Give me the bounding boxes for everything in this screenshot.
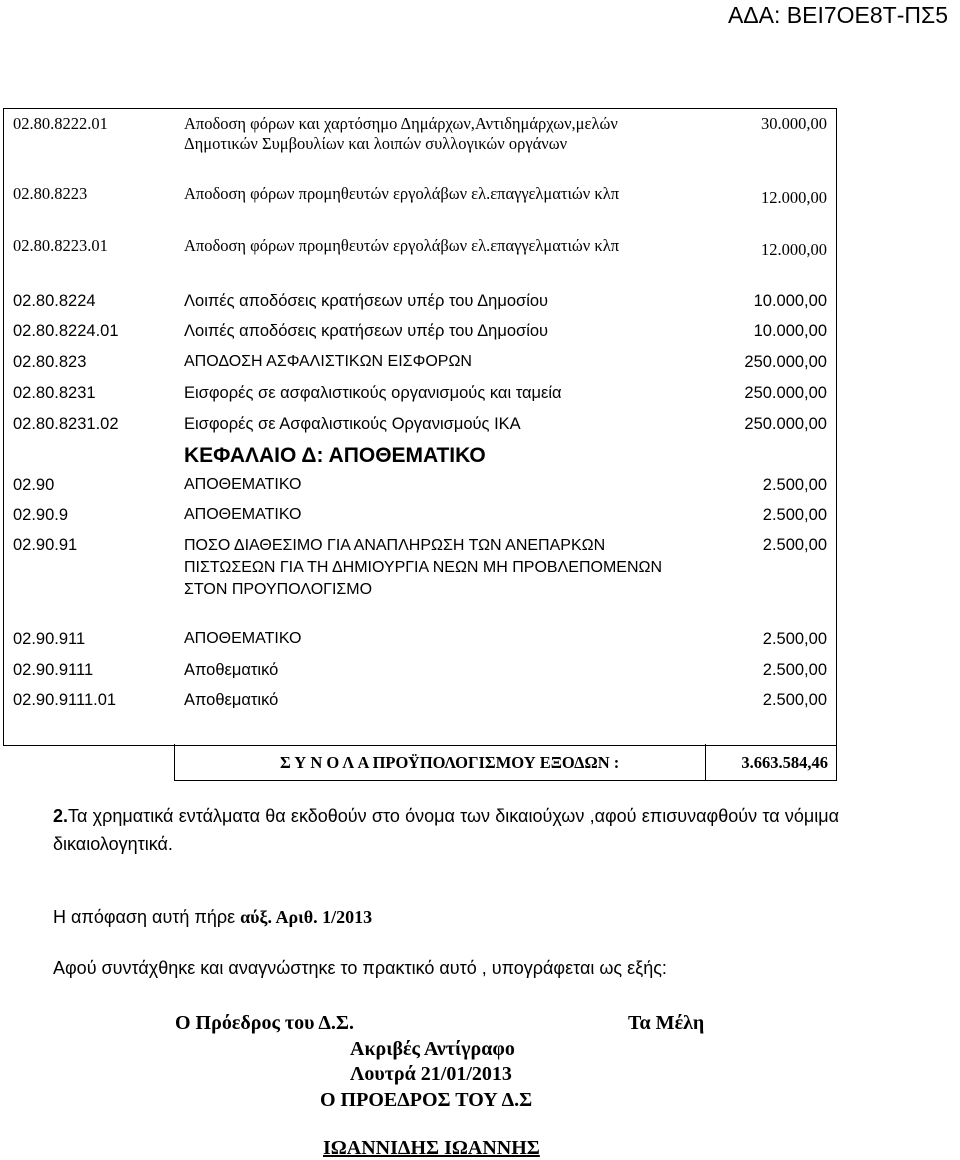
row-code: 02.90.9111 bbox=[13, 661, 94, 679]
row-code: 02.80.8231 bbox=[13, 384, 96, 402]
paragraph-text: Τα χρηματικά εντάλματα θα εκδοθούν στο όνομα των δικαιούχων ,αφού επισυναφθούν τα νόμιμα δικαιολογητικά. bbox=[53, 806, 839, 854]
total-label: Σ Υ Ν Ο Λ Α ΠΡΟΫΠΟΛΟΓΙΣΜΟΥ ΕΞΟΔΩΝ : bbox=[280, 753, 620, 772]
row-amount: 12.000,00 bbox=[761, 188, 827, 207]
row-code: 02.90.9 bbox=[13, 506, 69, 524]
row-description: ΑΠΟΘΕΜΑΤΙΚΟ bbox=[184, 630, 302, 647]
signed-statement: Αφού συντάχθηκε και αναγνώστηκε το πρακτικό αυτό , υπογράφεται ως εξής: bbox=[53, 958, 667, 978]
budget-table bbox=[3, 108, 837, 781]
row-amount: 10.000,00 bbox=[753, 292, 827, 310]
row-description: Εισφορές σε ασφαλιστικούς οργανισμούς και ταμεία bbox=[184, 384, 562, 402]
row-description: Λοιπές αποδόσεις κρατήσεων υπέρ του Δημοσίου bbox=[184, 292, 549, 310]
row-amount: 12.000,00 bbox=[761, 240, 827, 259]
row-amount: 2.500,00 bbox=[762, 536, 827, 554]
row-amount: 10.000,00 bbox=[753, 322, 827, 340]
row-description: Εισφορές σε Ασφαλιστικούς Οργανισμούς ΙΚΑ bbox=[184, 415, 521, 433]
decision-number: αύξ. Αριθ. 1/2013 bbox=[240, 907, 373, 927]
members-title: Τα Μέλη bbox=[628, 1012, 705, 1034]
row-description: ΑΠΟΔΟΣΗ ΑΣΦΑΛΙΣΤΙΚΩΝ ΕΙΣΦΟΡΩΝ bbox=[184, 353, 472, 370]
row-amount: 2.500,00 bbox=[762, 476, 827, 494]
row-amount: 250.000,00 bbox=[744, 415, 827, 433]
total-row bbox=[174, 744, 837, 781]
row-description: Αποθεματικό bbox=[184, 691, 279, 709]
row-description: Αποδοση φόρων και χαρτόσημο Δημάρχων,Αντιδημάρχων,μελών Δημοτικών Συμβουλίων και λοιπών συλλογικών οργάνων bbox=[184, 114, 618, 153]
row-code: 02.80.8224.01 bbox=[13, 322, 119, 340]
row-code: 02.80.8224 bbox=[13, 292, 96, 310]
president-caps: Ο ΠΡΟΕΔΡΟΣ ΤΟΥ Δ.Σ bbox=[320, 1089, 533, 1111]
document-id: ΑΔΑ: ΒΕΙ7ΟΕ8Τ-ΠΣ5 bbox=[727, 2, 948, 28]
row-code: 02.90 bbox=[13, 476, 55, 494]
row-code: 02.80.8222.01 bbox=[13, 114, 108, 133]
decision-prefix: Η απόφαση αυτή πήρε bbox=[53, 907, 241, 927]
row-amount: 30.000,00 bbox=[761, 114, 827, 133]
row-description: Αποδοση φόρων προμηθευτών εργολάβων ελ.επαγγελματιών κλπ bbox=[184, 236, 620, 255]
row-description: Αποδοση φόρων προμηθευτών εργολάβων ελ.επαγγελματιών κλπ bbox=[184, 184, 620, 203]
row-code: 02.90.9111.01 bbox=[13, 691, 117, 709]
row-description: ΑΠΟΘΕΜΑΤΙΚΟ bbox=[184, 506, 302, 523]
row-code: 02.80.8223.01 bbox=[13, 236, 108, 255]
row-description: ΠΟΣΟ ΔΙΑΘΕΣΙΜΟ ΓΙΑ ΑΝΑΠΛΗΡΩΣΗ ΤΩΝ ΑΝΕΠΑΡΚΩΝ ΠΙΣΤΩΣΕΩΝ ΓΙΑ ΤΗ ΔΗΜΙΟΥΡΓΙΑ ΝΕΩΝ ΜΗ ΠΡΟΒΛΕΠΟΜΕΝΩΝ ΣΤΟΝ ΠΡΟΥΠΟΛΟΓΙΣΜΟ bbox=[184, 537, 663, 598]
row-amount: 2.500,00 bbox=[762, 661, 827, 679]
certified-copy: Ακριβές Αντίγραφο bbox=[350, 1038, 515, 1060]
row-code: 02.80.823 bbox=[13, 353, 87, 371]
row-description: Αποθεματικό bbox=[184, 661, 279, 679]
decision-line bbox=[53, 907, 372, 928]
row-code: 02.80.8223 bbox=[13, 184, 88, 203]
row-amount: 250.000,00 bbox=[744, 353, 827, 371]
paragraph-2 bbox=[53, 802, 839, 858]
row-description: ΑΠΟΘΕΜΑΤΙΚΟ bbox=[184, 476, 302, 493]
row-amount: 2.500,00 bbox=[762, 691, 827, 709]
row-code: 02.90.91 bbox=[13, 536, 78, 554]
row-code: 02.90.911 bbox=[13, 630, 86, 648]
place-date: Λουτρά 21/01/2013 bbox=[350, 1063, 512, 1085]
row-description: Λοιπές αποδόσεις κρατήσεων υπέρ του Δημοσίου bbox=[184, 322, 549, 340]
row-amount: 250.000,00 bbox=[744, 384, 827, 402]
president-title: Ο Πρόεδρος του Δ.Σ. bbox=[175, 1012, 354, 1034]
signer-name: ΙΩΑΝΝΙΔΗΣ ΙΩΑΝΝΗΣ bbox=[323, 1137, 540, 1159]
paragraph-number: 2. bbox=[53, 806, 69, 826]
row-code: 02.80.8231.02 bbox=[13, 415, 119, 433]
row-amount: 2.500,00 bbox=[762, 506, 827, 524]
section-heading: ΚΕΦΑΛΑΙΟ Δ: ΑΠΟΘΕΜΑΤΙΚΟ bbox=[184, 444, 486, 467]
row-amount: 2.500,00 bbox=[762, 630, 827, 648]
total-amount: 3.663.584,46 bbox=[741, 753, 828, 772]
total-divider bbox=[705, 744, 706, 780]
